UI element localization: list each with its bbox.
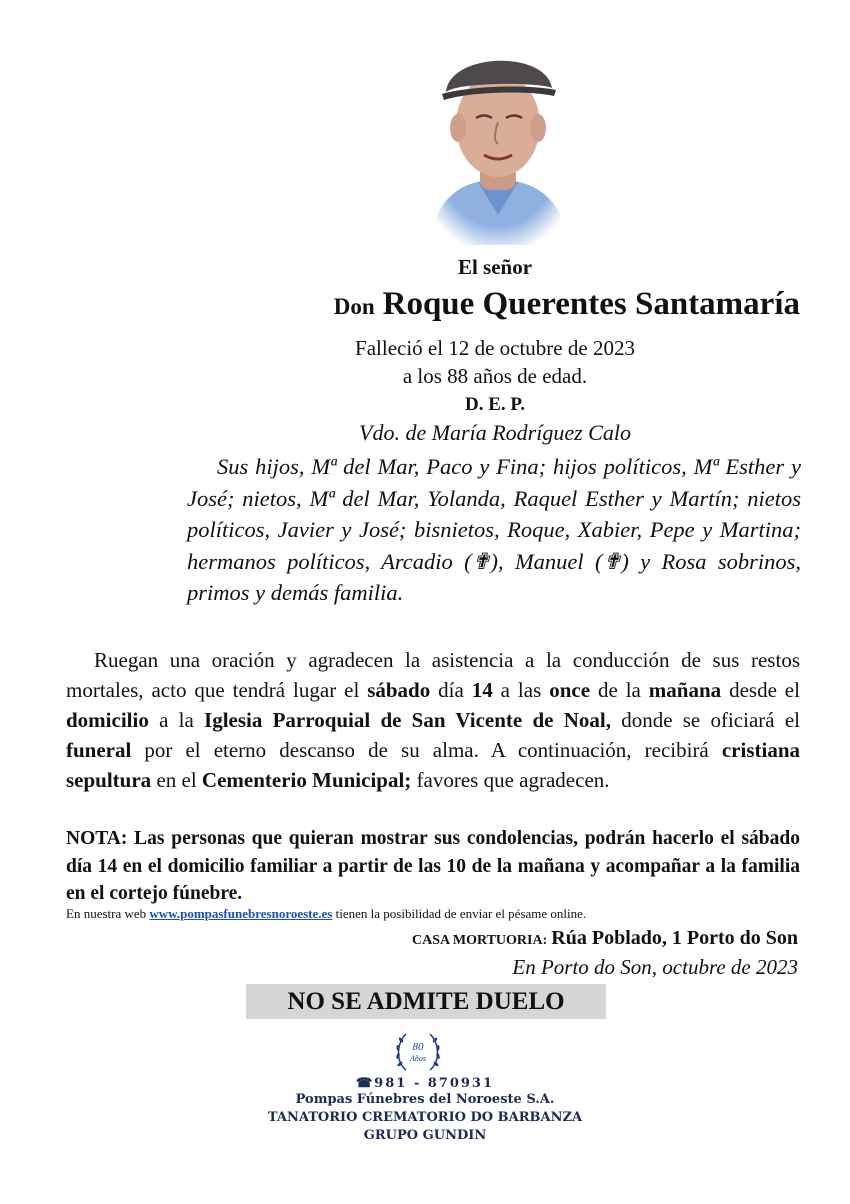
death-date-line: Falleció el 12 de octubre de 2023 <box>355 336 635 360</box>
ceremony-text: a la <box>148 708 205 732</box>
deceased-name: Roque Querentes Santamaría <box>382 286 800 322</box>
website-link[interactable]: www.pompasfunebresnoroeste.es <box>149 906 333 921</box>
anniversary-logo <box>390 1026 446 1076</box>
deceased-portrait <box>418 30 578 245</box>
ceremony-text: favores que agradecen. <box>411 768 610 792</box>
intro-label: El señor <box>457 255 533 279</box>
ceremony-day: sábado <box>367 678 431 702</box>
ceremony-origin: domicilio <box>66 708 149 732</box>
rip-label: D. E. P. <box>464 394 525 415</box>
family-text-2: ), Manuel ( <box>490 548 603 574</box>
tanatorio-name: TANATORIO CREMATORIO DO BARBANZA <box>267 1110 583 1125</box>
family-paragraph <box>187 451 801 609</box>
ceremony-hour: once <box>549 678 591 702</box>
web-note <box>66 906 800 922</box>
mortuary-address: Rúa Poblado, 1 Porto do Son <box>551 927 798 949</box>
ceremony-text: de la <box>590 678 649 702</box>
honorific: Don <box>333 294 375 319</box>
company-name: Pompas Fúnebres del Noroeste S.A. <box>295 1092 555 1107</box>
ceremony-church: Iglesia Parroquial de San Vicente de Noal, <box>204 708 611 732</box>
ceremony-funeral: funeral <box>66 738 132 762</box>
web-note-text: tienen la posibilidad de enviar el pésame online. <box>332 906 587 921</box>
ceremony-paragraph <box>66 645 800 795</box>
ceremony-period: mañana <box>648 678 722 702</box>
ceremony-text: por el eterno descanso de su alma. A continuación, recibirá <box>131 738 722 762</box>
logo-number: 80 <box>412 1041 424 1053</box>
family-text-1: Sus hijos, Mª del Mar, Paco y Fina; hijos políticos, Mª Esther y José; nietos, Mª del Mar, Yolanda, Raquel Esther y Martín; nietos políticos, Javier y José; bisnietos, Roque, Xabier, Pepe y Martina; hermanos políticos, Arcadio ( <box>187 454 801 574</box>
place-date: En Porto do Son, octubre de 2023 <box>512 955 798 979</box>
ceremony-text: en el <box>151 768 202 792</box>
widower-line: Vdo. de María Rodríguez Calo <box>359 420 631 445</box>
phone-number: 981 - 870931 <box>374 1076 495 1091</box>
no-mourning-banner: NO SE ADMITE DUELO <box>246 984 606 1019</box>
ceremony-cemetery: Cementerio Municipal; <box>201 768 412 792</box>
ceremony-text: día <box>430 678 472 702</box>
age-line: a los 88 años de edad. <box>402 364 588 388</box>
mortuary-label: CASA MORTUORIA: <box>412 933 548 948</box>
family-text-3: ) y Rosa sobrinos, primos y demás familia. <box>187 548 802 605</box>
phone-line <box>0 1076 850 1091</box>
ceremony-burial: cristiana sepultura <box>66 738 800 792</box>
condolences-note: NOTA: Las personas que quieran mostrar sus condolencias, podrán hacerlo el sábado día 14 en el domicilio familiar a partir de las 10 de la mañana y acompañar a la familia en el cortejo fúnebre. <box>66 828 800 904</box>
cross-icon: ✟ <box>471 548 491 574</box>
footer <box>0 1076 850 1145</box>
logo-word: Años <box>410 1054 426 1063</box>
ceremony-text: a las <box>492 678 550 702</box>
ceremony-text: desde el <box>721 678 800 702</box>
ceremony-text: Ruegan una oración y agradecen la asistencia a la conducción de sus restos mortales, acto que tendrá lugar el <box>66 648 800 702</box>
mortuary-line <box>0 927 798 950</box>
deceased-name-line <box>0 286 800 323</box>
web-note-text: En nuestra web <box>66 906 150 921</box>
telephone-icon: ☎ <box>355 1076 375 1091</box>
ceremony-date: 14 <box>471 678 493 702</box>
group-name: GRUPO GUNDIN <box>363 1128 487 1143</box>
ceremony-text: donde se oficiará el <box>610 708 800 732</box>
cross-icon: ✟ <box>602 548 622 574</box>
